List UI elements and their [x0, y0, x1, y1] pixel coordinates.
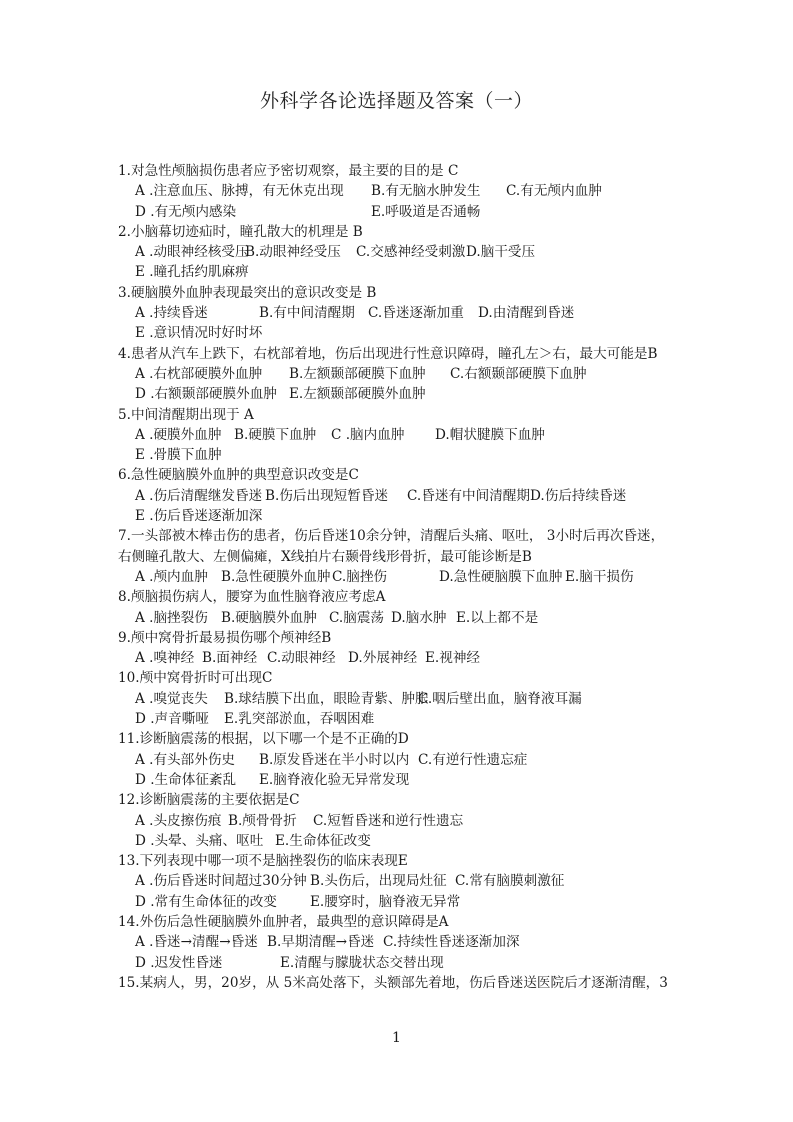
- answer-option: B.颅骨骨折: [228, 812, 297, 829]
- answer-option: E .伤后昏迷逐渐加深: [135, 508, 263, 525]
- question-text: 11.诊断脑震荡的根据，以下哪一个是不正确的D: [118, 731, 409, 748]
- question-text: 13.下列表现中哪一项不是脑挫裂伤的临床表现E: [118, 853, 408, 870]
- answer-option: A .昏迷→清醒→昏迷: [135, 934, 258, 951]
- answer-option: E.腰穿时，脑脊液无异常: [310, 893, 461, 910]
- answer-option: B.硬脑膜外血肿: [221, 609, 317, 626]
- answer-option: D .头晕、头痛、呕吐: [135, 832, 264, 849]
- answer-option: A .注意血压、脉搏，有无休克出现: [135, 183, 344, 200]
- answer-option: E.脑脊液化验无异常发现: [259, 771, 410, 788]
- answer-option: D .迟发性昏迷: [135, 954, 223, 971]
- question-text: 5.中间清醒期出现于 A: [118, 406, 254, 423]
- answer-options-row: [118, 750, 688, 770]
- answer-options-row: [118, 384, 688, 404]
- answer-options-row: [118, 871, 688, 891]
- answer-option: A .伤后昏迷时间超过30分钟: [135, 873, 307, 890]
- answer-option: E.乳突部淤血，吞咽困难: [224, 711, 375, 728]
- answer-option: C.右额颞部硬膜下血肿: [450, 365, 587, 382]
- answer-option: B.急性硬膜外血肿: [221, 568, 331, 585]
- answer-option: D .常有生命体征的改变: [135, 893, 277, 910]
- answer-option: D.脑水肿: [391, 609, 447, 626]
- answer-option: E .骨膜下血肿: [135, 447, 222, 464]
- answer-options-row: [118, 932, 688, 952]
- answer-option: A .脑挫裂伤: [135, 609, 208, 626]
- answer-option: A .伤后清醒继发昏迷: [135, 487, 263, 504]
- answer-options-row: [118, 689, 688, 709]
- answer-option: B.球结膜下出血，眼睑青紫、肿胀: [224, 690, 429, 707]
- answer-option: E .瞳孔括约肌麻痹: [135, 264, 249, 281]
- answer-option: E.呼吸道是否通畅: [371, 203, 481, 220]
- answer-options-row: [118, 831, 688, 851]
- answer-options-row: [118, 892, 688, 912]
- answer-options-row: [118, 567, 688, 587]
- answer-option: D .有无颅内感染: [135, 203, 237, 220]
- answer-options-row: [118, 709, 688, 729]
- answer-option: B.左额颞部硬膜下血肿: [289, 365, 426, 382]
- answer-option: A .头皮擦伤痕: [135, 812, 222, 829]
- answer-options-row: [118, 608, 688, 628]
- answer-options-row: [118, 181, 688, 201]
- question-text: 14.外伤后急性硬脑膜外血肿者，最典型的意识障碍是A: [118, 913, 449, 930]
- answer-option: E.生命体征改变: [275, 832, 371, 849]
- answer-option: C.动眼神经: [267, 650, 336, 667]
- question-text: 7.一头部被木棒击伤的患者，伤后昏迷10余分钟，清醒后头痛、呕吐， 3小时后再次昏迷，: [118, 528, 665, 545]
- answer-options-row: [118, 425, 688, 445]
- answer-options-row: [118, 262, 688, 282]
- answer-options-row: [118, 323, 688, 343]
- answer-option: E .意识情况时好时坏: [135, 325, 263, 342]
- answer-option: C.交感神经受刺激: [356, 244, 466, 261]
- answer-option: A .有头部外伤史: [135, 751, 236, 768]
- answer-option: A .右枕部硬膜外血肿: [135, 365, 263, 382]
- question-text: 2.小脑幕切迹疝时，瞳孔散大的机理是 B: [118, 223, 363, 240]
- question-text: 10.颅中窝骨折时可出现C: [118, 670, 273, 687]
- answer-options-row: [118, 303, 688, 323]
- answer-option: E.脑干损伤: [565, 568, 634, 585]
- answer-option: D.急性硬脑膜下血肿: [439, 568, 563, 585]
- answer-option: D.外展神经: [348, 650, 418, 667]
- answer-options-row: [118, 953, 688, 973]
- answer-option: A .动眼神经核受压: [135, 244, 249, 261]
- question-text: 12.诊断脑震荡的主要依据是C: [118, 792, 300, 809]
- answer-option: C.昏迷逐渐加重: [368, 305, 464, 322]
- answer-option: D.帽状腱膜下血肿: [435, 426, 545, 443]
- answer-option: C .脑内血肿: [331, 426, 405, 443]
- answer-options-row: [118, 811, 688, 831]
- answer-option: B.有中间清醒期: [259, 305, 355, 322]
- question-text: 3.硬脑膜外血肿表现最突出的意识改变是 B: [118, 284, 377, 301]
- answer-option: B.面神经: [202, 650, 258, 667]
- answer-option: C.有逆行性遗忘症: [418, 751, 528, 768]
- answer-option: C.脑震荡: [329, 609, 385, 626]
- answer-option: B.硬膜下血肿: [234, 426, 317, 443]
- answer-option: B.有无脑水肿发生: [371, 183, 481, 200]
- question-text: 4.患者从汽车上跌下，右枕部着地，伤后出现进行性意识障碍，瞳孔左＞右，最大可能是B: [118, 345, 658, 362]
- question-text: 9.颅中窝骨折最易损伤哪个颅神经B: [118, 629, 332, 646]
- answer-options-row: [118, 770, 688, 790]
- answer-option: C.咽后壁出血，脑脊液耳漏: [418, 690, 582, 707]
- question-list: [118, 161, 688, 993]
- answer-option: A .持续昏迷: [135, 305, 208, 322]
- answer-option: E.视神经: [425, 650, 481, 667]
- answer-options-row: [118, 364, 688, 384]
- answer-options-row: [118, 486, 688, 506]
- answer-option: C.脑挫伤: [332, 568, 388, 585]
- answer-options-row: [118, 648, 688, 668]
- answer-option: D .生命体征紊乱: [135, 771, 237, 788]
- answer-option: A .嗅觉丧失: [135, 690, 208, 707]
- answer-option: E.以上都不是: [456, 609, 539, 626]
- answer-option: D.脑干受压: [466, 244, 536, 261]
- answer-option: B.头伤后，出现局灶征: [310, 873, 447, 890]
- page-number: 1: [392, 1030, 401, 1046]
- question-text: 右侧瞳孔散大、左侧偏瘫，X线拍片右颞骨线形骨折，最可能诊断是B: [118, 548, 532, 565]
- answer-option: B.伤后出现短暂昏迷: [265, 487, 389, 504]
- answer-option: E.左额颞部硬膜外血肿: [289, 386, 426, 403]
- page-title: 外科学各论选择题及答案（一）: [259, 90, 533, 112]
- answer-option: D .声音嘶哑: [135, 711, 209, 728]
- answer-options-row: [118, 202, 688, 222]
- answer-option: D.由清醒到昏迷: [478, 305, 575, 322]
- answer-options-row: [118, 506, 688, 526]
- answer-option: A .颅内血肿: [135, 568, 208, 585]
- question-text: 6.急性硬脑膜外血肿的典型意识改变是C: [118, 467, 359, 484]
- answer-option: C.常有脑膜刺激征: [455, 873, 565, 890]
- answer-option: A .嗅神经: [135, 650, 195, 667]
- answer-option: D.伤后持续昏迷: [530, 487, 627, 504]
- answer-option: C.短暂昏迷和逆行性遗忘: [313, 812, 464, 829]
- answer-options-row: [118, 445, 688, 465]
- answer-option: B.早期清醒→昏迷: [267, 934, 375, 951]
- question-text: 15.某病人，男，20岁，从 5米高处落下，头额部先着地，伤后昏迷送医院后才逐渐清醒，3: [118, 974, 668, 991]
- answer-option: E.清醒与朦胧状态交替出现: [280, 954, 444, 971]
- question-text: 1.对急性颅脑损伤患者应予密切观察，最主要的目的是 C: [118, 163, 459, 179]
- answer-option: C.昏迷有中间清醒期: [407, 487, 530, 504]
- answer-option: A .硬膜外血肿: [135, 426, 222, 443]
- answer-option: C.持续性昏迷逐渐加深: [383, 934, 520, 951]
- answer-option: B.原发昏迷在半小时以内: [259, 751, 410, 768]
- answer-option: B.动眼神经受压: [245, 244, 341, 261]
- question-text: 8.颅脑损伤病人，腰穿为血性脑脊液应考虑A: [118, 589, 386, 606]
- answer-option: D .右额颞部硬膜外血肿: [135, 386, 277, 403]
- answer-option: C.有无颅内血肿: [506, 183, 602, 200]
- answer-options-row: [118, 242, 688, 262]
